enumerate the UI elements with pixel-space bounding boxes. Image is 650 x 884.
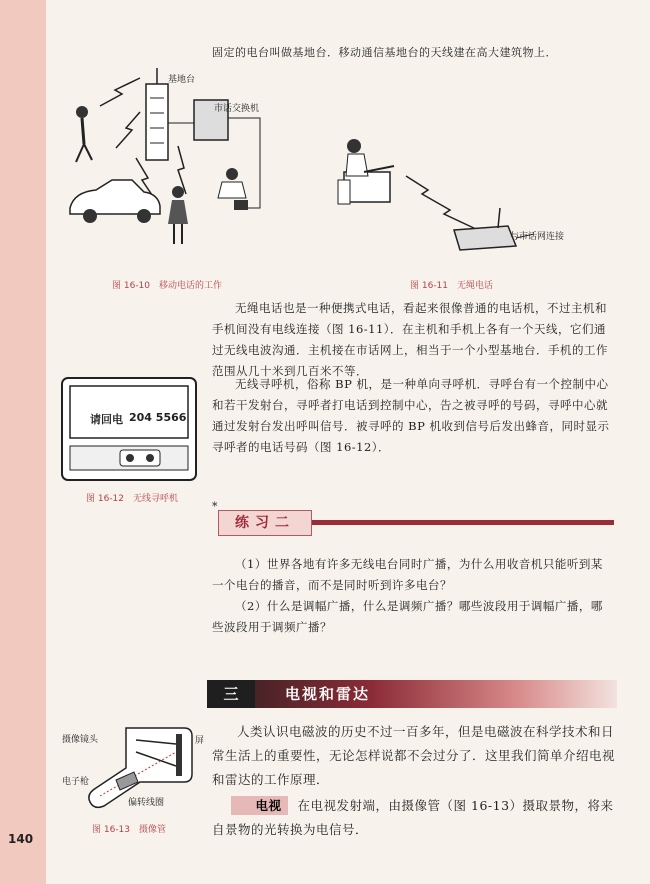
figure-16-11-illustration	[330, 132, 610, 257]
label-coil: 偏转线圈	[128, 798, 165, 808]
label-base-station: 基地台	[168, 75, 196, 85]
caption-16-11: 图 16-11 无绳电话	[410, 281, 494, 291]
section-title: 电视和雷达	[285, 685, 371, 703]
paragraph-history: 人类认识电磁波的历史不过一百多年，但是电磁波在科学技术和日常生活上的重要性，无论怎样说都不会过分了．这里我们简单介绍电视和雷达的工作原理．	[212, 724, 616, 787]
caption-16-10: 图 16-10 移动电话的工作	[112, 281, 223, 291]
section-number: 三	[207, 680, 255, 708]
exercise-question-2: （2）什么是调幅广播，什么是调频广播？哪些波段用于调幅广播，哪些波段用于调频广播？	[212, 599, 603, 634]
exercise-rule	[312, 520, 614, 525]
paragraph-tv-text: 在电视发射端，由摄像管（图 16-13）摄取景物，将来自景物的光转换为电信号．	[212, 798, 614, 837]
intro-line: 固定的电台叫做基地台．移动通信基地台的天线建在高大建筑物上．	[212, 46, 557, 59]
exercise-title: 练习二	[218, 510, 312, 536]
label-gun: 电子枪	[62, 777, 90, 787]
page-margin-strip	[0, 0, 46, 884]
label-connect: 与市话网连接	[510, 232, 565, 242]
exercise-star: *	[212, 500, 218, 513]
pager-screen-prefix: 请回电	[90, 413, 123, 426]
figure-16-10-illustration	[60, 68, 280, 248]
exercise-question-1: （1）世界各地有许多无线电台同时广播，为什么用收音机只能听到某一个电台的播音，而不是同时听到许多电台？	[212, 557, 603, 592]
keyword-tv: 电视	[231, 796, 288, 815]
figure-16-12-illustration	[60, 376, 200, 484]
label-screen: 屏	[195, 736, 205, 746]
paragraph-cordless: 无绳电话也是一种便携式电话，看起来很像普通的电话机，不过主机和手机间没有电线连接（图 16-11）．在主机和手机上各有一个天线，它们通过无线电波沟通．主机接在市话网上，相当于一个小型基地台．手机的工作范围从几十米到几百米不等．	[212, 301, 608, 378]
paragraph-tv	[212, 794, 620, 842]
caption-16-12: 图 16-12 无线寻呼机	[86, 494, 179, 504]
section-header-bar	[207, 680, 617, 708]
page-number: 140	[8, 832, 34, 846]
paragraph-pager: 无线寻呼机，俗称 BP 机，是一种单向寻呼机．寻呼台有一个控制中心和若干发射台，寻呼者打电话到控制中心，告之被寻呼的号码，寻呼中心就通过发射台发出呼叫信号．被寻呼的 BP 机收到信号后发出蜂音，同时显示寻呼者的电话号码（图 16-12）．	[212, 377, 610, 454]
caption-16-13: 图 16-13 摄像管	[92, 825, 167, 835]
pager-screen-number: 204 5566	[129, 411, 187, 424]
label-lens: 摄像镜头	[62, 735, 99, 745]
label-exchange: 市话交换机	[214, 104, 260, 114]
